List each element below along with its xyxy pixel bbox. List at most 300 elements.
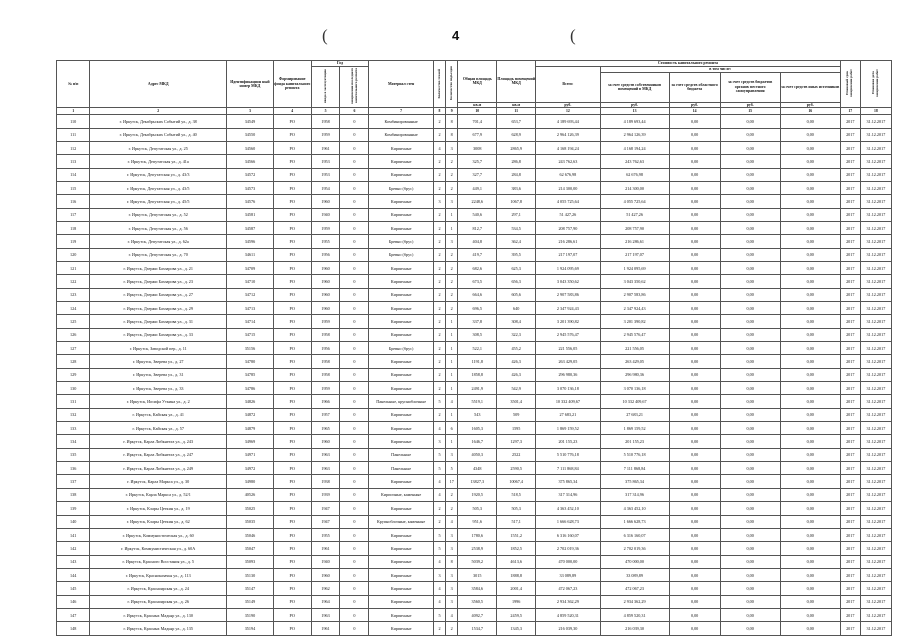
cell-premises-area: 3501,4 xyxy=(497,395,536,408)
cell-regional-cost: 0,00 xyxy=(669,582,720,595)
cell-total-cost: 3 070 136,18 xyxy=(536,382,600,395)
cell-owners-cost: 208 757,90 xyxy=(600,221,669,234)
cell-other-cost: 0,00 xyxy=(780,181,840,194)
cell-total-area: 308,5 xyxy=(458,328,497,341)
cell-owners-cost: 296 980,36 xyxy=(600,368,669,381)
cell-local-cost: 0,00 xyxy=(720,288,780,301)
cell-planned-date: 31.12.2017 xyxy=(860,288,891,301)
cell-entrances: 3 xyxy=(446,235,458,248)
cell-local-cost: 0,00 xyxy=(720,195,780,208)
cell-deadline-year: 2017 xyxy=(840,408,860,421)
cell-owners-cost: 4 189 693,44 xyxy=(600,115,669,128)
cell-total-area: 682,6 xyxy=(458,261,497,274)
cell-deadline-year: 2017 xyxy=(840,475,860,488)
cell-total-area: 673,5 xyxy=(458,275,497,288)
cell-planned-date: 31.12.2017 xyxy=(860,408,891,421)
cell-planned-date: 31.12.2017 xyxy=(860,568,891,581)
cell-total-area: 1920,5 xyxy=(458,488,497,501)
cell-owners-cost: 4 168 194,24 xyxy=(600,141,669,154)
cell-row-number: 136 xyxy=(57,462,90,475)
cell-deadline-year: 2017 xyxy=(840,595,860,608)
cell-year-built: 1953 xyxy=(311,155,340,168)
cell-local-cost: 0,00 xyxy=(720,542,780,555)
cell-local-cost: 0,00 xyxy=(720,155,780,168)
cell-total-cost: 1 869 159,52 xyxy=(536,422,600,435)
cell-owners-cost: 217 197,07 xyxy=(600,248,669,261)
cell-premises-area: 426,3 xyxy=(497,355,536,368)
col-owners-header: за счет средств собственников помещений в МКД xyxy=(600,72,669,102)
cell-year-built: 1963 xyxy=(311,448,340,461)
cell-total-area: 3015 xyxy=(458,568,497,581)
cell-planned-date: 31.12.2017 xyxy=(860,261,891,274)
table-row xyxy=(57,435,892,448)
cell-row-number: 144 xyxy=(57,568,90,581)
cell-address: г. Иркутск, Красного Восстания ул., д. 5 xyxy=(90,555,227,568)
cell-year-last-repair: 0 xyxy=(340,141,369,154)
cell-fund: РО xyxy=(273,595,311,608)
column-number: 12 xyxy=(536,108,600,115)
cell-year-last-repair: 0 xyxy=(340,622,369,635)
cell-entrances: 1 xyxy=(446,221,458,234)
cell-deadline-year: 2017 xyxy=(840,181,860,194)
cell-planned-date: 31.12.2017 xyxy=(860,502,891,515)
cell-regional-cost: 0,00 xyxy=(669,141,720,154)
column-number: 14 xyxy=(669,108,720,115)
cell-entrances: 1 xyxy=(446,435,458,448)
cell-owners-cost: 7 111 868,84 xyxy=(600,462,669,475)
cell-id: 34980 xyxy=(227,475,274,488)
cell-other-cost: 0,00 xyxy=(780,208,840,221)
cell-other-cost: 0,00 xyxy=(780,515,840,528)
cell-year-built: 1960 xyxy=(311,288,340,301)
cell-total-area: 1534,7 xyxy=(458,622,497,635)
cell-entrances: 17 xyxy=(446,475,458,488)
cell-owners-cost: 1 666 628,73 xyxy=(600,515,669,528)
cell-regional-cost: 0,00 xyxy=(669,395,720,408)
cell-address: г. Иркутск, Дзержи Бахзарова ул., д. 27 xyxy=(90,288,227,301)
cell-deadline-year: 2017 xyxy=(840,355,860,368)
cell-wall-material: Комбинированные xyxy=(369,115,433,128)
cell-id: 34879 xyxy=(227,422,274,435)
cell-id: 34713 xyxy=(227,302,274,315)
cell-planned-date: 31.12.2017 xyxy=(860,208,891,221)
cell-row-number: 116 xyxy=(57,195,90,208)
cell-total-area: 543 xyxy=(458,408,497,421)
cell-address: г. Иркутск, Иосифа Уткина ул., д. 2 xyxy=(90,395,227,408)
cell-year-built: 1956 xyxy=(311,342,340,355)
cell-wall-material: Кирпичные xyxy=(369,275,433,288)
cell-premises-area: 1067,8 xyxy=(497,195,536,208)
cell-planned-date: 31.12.2017 xyxy=(860,542,891,555)
cell-year-last-repair: 0 xyxy=(340,315,369,328)
cell-other-cost: 0,00 xyxy=(780,395,840,408)
cell-year-built: 1940 xyxy=(311,555,340,568)
cell-address: г. Иркутск, Карла Либкнехта ул., д. 247 xyxy=(90,448,227,461)
cell-deadline-year: 2017 xyxy=(840,342,860,355)
cell-local-cost: 0,00 xyxy=(720,342,780,355)
cell-wall-material: Кирпичные xyxy=(369,422,433,435)
cell-owners-cost: 201 155,23 xyxy=(600,435,669,448)
cell-deadline-year: 2017 xyxy=(840,382,860,395)
cell-wall-material: Кирпичные xyxy=(369,475,433,488)
floors-header-text: Количество этажей xyxy=(436,68,441,99)
cell-floors: 4 xyxy=(433,488,445,501)
cell-fund: РО xyxy=(273,248,311,261)
cell-row-number: 138 xyxy=(57,488,90,501)
cell-deadline-year: 2017 xyxy=(840,368,860,381)
cell-local-cost: 0,00 xyxy=(720,235,780,248)
cell-row-number: 123 xyxy=(57,288,90,301)
cell-year-built: 1964 xyxy=(311,595,340,608)
cell-wall-material: Кирпичные xyxy=(369,408,433,421)
cell-fund: РО xyxy=(273,342,311,355)
cell-premises-area: 1852,5 xyxy=(497,542,536,555)
cell-year-last-repair: 0 xyxy=(340,542,369,555)
cell-total-cost: 208 757,90 xyxy=(536,221,600,234)
cell-entrances: 2 xyxy=(446,502,458,515)
table-row xyxy=(57,208,892,221)
cell-address: г. Иркутск, Депутатская ул., д. 43/3 xyxy=(90,168,227,181)
cell-regional-cost: 0,00 xyxy=(669,168,720,181)
cell-fund: РО xyxy=(273,435,311,448)
col-regional-header: за счет средств областного бюджета xyxy=(669,72,720,102)
cell-owners-cost: 2 934 362,29 xyxy=(600,595,669,608)
cell-premises-area: 455,2 xyxy=(497,342,536,355)
column-number: 17 xyxy=(840,108,860,115)
cell-total-cost: 4 168 194,24 xyxy=(536,141,600,154)
cell-regional-cost: 0,00 xyxy=(669,515,720,528)
cell-id: 34714 xyxy=(227,315,274,328)
cell-fund: РО xyxy=(273,128,311,141)
cell-premises-area: 4613,6 xyxy=(497,555,536,568)
cell-other-cost: 0,00 xyxy=(780,475,840,488)
cell-planned-date: 31.12.2017 xyxy=(860,141,891,154)
cell-premises-area: 1551,2 xyxy=(497,528,536,541)
cell-row-number: 130 xyxy=(57,382,90,395)
cell-local-cost: 0,00 xyxy=(720,515,780,528)
cell-year-last-repair: 0 xyxy=(340,608,369,621)
cell-floors: 4 xyxy=(433,582,445,595)
cell-entrances: 3 xyxy=(446,582,458,595)
cell-year-built: 1959 xyxy=(311,128,340,141)
cell-year-last-repair: 0 xyxy=(340,555,369,568)
cell-total-cost: 4 055 725,64 xyxy=(536,195,600,208)
cell-year-built: 1963 xyxy=(311,462,340,475)
cell-local-cost: 0,00 xyxy=(720,382,780,395)
cell-premises-area: 505,3 xyxy=(497,502,536,515)
cell-id: 34611 xyxy=(227,248,274,261)
col-no-header: № п/п xyxy=(57,61,90,108)
cell-regional-cost: 0,00 xyxy=(669,315,720,328)
cell-premises-area: 2459,5 xyxy=(497,608,536,621)
cell-year-built: 1960 xyxy=(311,302,340,315)
cell-regional-cost: 0,00 xyxy=(669,181,720,194)
cell-other-cost: 0,00 xyxy=(780,155,840,168)
cell-total-cost: 216 286,61 xyxy=(536,235,600,248)
cell-row-number: 113 xyxy=(57,155,90,168)
cell-address: г. Иркутск, Коммунистическая ул., д. 60А xyxy=(90,542,227,555)
cell-planned-date: 31.12.2017 xyxy=(860,435,891,448)
cell-total-cost: 470 000,00 xyxy=(536,555,600,568)
cell-regional-cost: 0,00 xyxy=(669,261,720,274)
cell-owners-cost: 62 676,98 xyxy=(600,168,669,181)
cell-owners-cost: 221 556,05 xyxy=(600,342,669,355)
cell-planned-date: 31.12.2017 xyxy=(860,462,891,475)
cell-deadline-year: 2017 xyxy=(840,608,860,621)
col-floors-header xyxy=(433,61,445,108)
cell-wall-material: Кирпичные xyxy=(369,582,433,595)
cell-wall-material: Кирпичные xyxy=(369,382,433,395)
cell-year-last-repair: 0 xyxy=(340,181,369,194)
cell-premises-area: 297,1 xyxy=(497,208,536,221)
cell-row-number: 147 xyxy=(57,608,90,621)
cell-entrances: 4 xyxy=(446,515,458,528)
col-fund-header: Формирование фонда капитального ремонта xyxy=(273,61,311,108)
col-id-header: Идентификацион ный номер МКД xyxy=(227,61,274,108)
cell-year-last-repair: 0 xyxy=(340,568,369,581)
cell-local-cost: 0,00 xyxy=(720,208,780,221)
cell-address: г. Иркутск, Карла Маркса ул., д. 52/1 xyxy=(90,488,227,501)
cell-row-number: 110 xyxy=(57,115,90,128)
cell-entrances: 3 xyxy=(446,141,458,154)
cell-planned-date: 31.12.2017 xyxy=(860,248,891,261)
cell-id: 34826 xyxy=(227,395,274,408)
cell-year-last-repair: 0 xyxy=(340,368,369,381)
cell-deadline-year: 2017 xyxy=(840,582,860,595)
cell-entrances: 3 xyxy=(446,195,458,208)
cell-premises-area: 2001,4 xyxy=(497,582,536,595)
column-number: 15 xyxy=(720,108,780,115)
table-header xyxy=(57,61,892,108)
col-deadline-header xyxy=(840,61,860,108)
cell-id: 34549 xyxy=(227,115,274,128)
cell-entrances: 1 xyxy=(446,368,458,381)
column-number: 3 xyxy=(227,108,274,115)
cell-total-area: 1605,3 xyxy=(458,422,497,435)
cell-other-cost: 0,00 xyxy=(780,342,840,355)
cell-owners-cost: 216 039,30 xyxy=(600,622,669,635)
cell-entrances: 1 xyxy=(446,342,458,355)
cell-address: г. Иркутск, Депутатская ул., д. 56 xyxy=(90,221,227,234)
cell-fund: РО xyxy=(273,155,311,168)
cell-planned-date: 31.12.2017 xyxy=(860,515,891,528)
cell-other-cost: 0,00 xyxy=(780,608,840,621)
cell-owners-cost: 2 702 019,36 xyxy=(600,542,669,555)
cell-total-area: 1780,6 xyxy=(458,528,497,541)
cell-year-built: 1960 xyxy=(311,261,340,274)
year-group-header: Год xyxy=(311,61,369,67)
cell-row-number: 128 xyxy=(57,355,90,368)
cell-id: 35046 xyxy=(227,528,274,541)
cell-other-cost: 0,00 xyxy=(780,115,840,128)
cell-year-built: 1958 xyxy=(311,115,340,128)
cell-total-area: 951,6 xyxy=(458,515,497,528)
cell-other-cost: 0,00 xyxy=(780,422,840,435)
cell-owners-cost: 10 332 409,67 xyxy=(600,395,669,408)
table-row xyxy=(57,622,892,635)
cell-address: г. Иркутск, Дзержи Бахзарова ул., д. 23 xyxy=(90,275,227,288)
cell-local-cost: 0,00 xyxy=(720,395,780,408)
cell-total-area: 3584,6 xyxy=(458,582,497,595)
cell-total-area: 522,1 xyxy=(458,342,497,355)
cell-total-area: 540,6 xyxy=(458,208,497,221)
cell-year-last-repair: 0 xyxy=(340,208,369,221)
cell-other-cost: 0,00 xyxy=(780,221,840,234)
cell-row-number: 132 xyxy=(57,408,90,421)
cell-owners-cost: 263 429,05 xyxy=(600,355,669,368)
cell-other-cost: 0,00 xyxy=(780,275,840,288)
cell-id: 34786 xyxy=(227,382,274,395)
cell-floors: 3 xyxy=(433,435,445,448)
cell-floors: 4 xyxy=(433,555,445,568)
cell-other-cost: 0,00 xyxy=(780,408,840,421)
cell-regional-cost: 0,00 xyxy=(669,195,720,208)
cell-id: 35047 xyxy=(227,542,274,555)
cell-fund: РО xyxy=(273,555,311,568)
cell-address: г. Иркутск, Депутатская ул., д. 43/5 xyxy=(90,181,227,194)
cell-year-built: 1959 xyxy=(311,221,340,234)
cell-owners-cost: 3 201 390,82 xyxy=(600,315,669,328)
cell-year-built: 1960 xyxy=(311,435,340,448)
cell-entrances: 8 xyxy=(446,555,458,568)
table-row xyxy=(57,328,892,341)
cell-year-last-repair: 0 xyxy=(340,235,369,248)
cell-wall-material: Панельные, крупноблочные xyxy=(369,395,433,408)
cell-year-last-repair: 0 xyxy=(340,448,369,461)
cell-local-cost: 0,00 xyxy=(720,115,780,128)
cell-row-number: 145 xyxy=(57,582,90,595)
cell-wall-material: Бревно (брус) xyxy=(369,248,433,261)
cell-local-cost: 0,00 xyxy=(720,462,780,475)
cell-year-last-repair: 0 xyxy=(340,382,369,395)
cell-entrances: 2 xyxy=(446,261,458,274)
cell-year-last-repair: 0 xyxy=(340,408,369,421)
cell-premises-area: 534,5 xyxy=(497,221,536,234)
cell-total-cost: 4 859 520,31 xyxy=(536,608,600,621)
cell-floors: 5 xyxy=(433,542,445,555)
table-row xyxy=(57,342,892,355)
entrances-header-text: Количество подъездов xyxy=(448,66,453,101)
cell-total-cost: 2 934 362,29 xyxy=(536,595,600,608)
cell-planned-date: 31.12.2017 xyxy=(860,448,891,461)
cell-id: 34785 xyxy=(227,368,274,381)
cell-address: г. Иркутск, Карла Либкнехта ул., д. 243 xyxy=(90,435,227,448)
cell-total-cost: 3 201 390,82 xyxy=(536,315,600,328)
cell-fund: РО xyxy=(273,368,311,381)
cell-floors: 2 xyxy=(433,221,445,234)
cell-local-cost: 0,00 xyxy=(720,435,780,448)
cell-fund: РО xyxy=(273,582,311,595)
cell-year-built: 1961 xyxy=(311,542,340,555)
cell-year-built: 1960 xyxy=(311,195,340,208)
cell-id: 34566 xyxy=(227,155,274,168)
cell-row-number: 114 xyxy=(57,168,90,181)
open-bracket: ( xyxy=(322,26,328,45)
cell-planned-date: 31.12.2017 xyxy=(860,528,891,541)
cell-local-cost: 0,00 xyxy=(720,141,780,154)
cell-year-last-repair: 0 xyxy=(340,288,369,301)
cell-id: 35130 xyxy=(227,568,274,581)
cell-id: 35149 xyxy=(227,595,274,608)
cell-fund: РО xyxy=(273,462,311,475)
cell-planned-date: 31.12.2017 xyxy=(860,382,891,395)
cell-deadline-year: 2017 xyxy=(840,568,860,581)
cell-total-area: 337,8 xyxy=(458,315,497,328)
cell-total-area: 3560,5 xyxy=(458,595,497,608)
cell-year-last-repair: 0 xyxy=(340,275,369,288)
table-row xyxy=(57,221,892,234)
table-row xyxy=(57,235,892,248)
cell-floors: 2 xyxy=(433,355,445,368)
cell-other-cost: 0,00 xyxy=(780,528,840,541)
cell-entrances: 3 xyxy=(446,568,458,581)
cell-wall-material: Кирпичные xyxy=(369,622,433,635)
table-row xyxy=(57,261,892,274)
cell-address: г. Иркутск, Зверева ул., д. 33 xyxy=(90,382,227,395)
cell-owners-cost: 4 363 452,10 xyxy=(600,502,669,515)
table-row xyxy=(57,288,892,301)
cell-planned-date: 31.12.2017 xyxy=(860,221,891,234)
cell-floors: 2 xyxy=(433,368,445,381)
cell-premises-area: 517,1 xyxy=(497,515,536,528)
cell-total-area: 449,1 xyxy=(458,181,497,194)
cell-planned-date: 31.12.2017 xyxy=(860,608,891,621)
cell-total-cost: 4 363 452,10 xyxy=(536,502,600,515)
cell-total-cost: 1 924 095,69 xyxy=(536,261,600,274)
cell-row-number: 148 xyxy=(57,622,90,635)
cell-planned-date: 31.12.2017 xyxy=(860,368,891,381)
cell-id: 34560 xyxy=(227,141,274,154)
cell-planned-date: 31.12.2017 xyxy=(860,355,891,368)
cell-total-cost: 201 155,23 xyxy=(536,435,600,448)
column-number: 1 xyxy=(57,108,90,115)
cell-id: 34581 xyxy=(227,208,274,221)
cell-premises-area: 383,6 xyxy=(497,181,536,194)
cell-total-cost: 2 907 583,86 xyxy=(536,288,600,301)
cell-planned-date: 31.12.2017 xyxy=(860,275,891,288)
table-row xyxy=(57,155,892,168)
cell-total-cost: 375 865,34 xyxy=(536,475,600,488)
cell-fund: РО xyxy=(273,302,311,315)
column-number: 4 xyxy=(273,108,311,115)
cell-id: 35190 xyxy=(227,608,274,621)
cell-local-cost: 0,00 xyxy=(720,555,780,568)
cell-floors: 2 xyxy=(433,181,445,194)
cell-total-cost: 2 945 576,47 xyxy=(536,328,600,341)
col-year-last-header xyxy=(340,67,369,108)
cell-other-cost: 0,00 xyxy=(780,248,840,261)
cell-year-last-repair: 0 xyxy=(340,435,369,448)
cell-entrances: 1 xyxy=(446,315,458,328)
cell-total-area: 2491,9 xyxy=(458,382,497,395)
cell-total-area: 327,7 xyxy=(458,168,497,181)
cell-id: 35025 xyxy=(227,502,274,515)
cell-total-cost: 263 429,05 xyxy=(536,355,600,368)
cell-floors: 2 xyxy=(433,168,445,181)
col-entrances-header xyxy=(446,61,458,108)
column-number: 8 xyxy=(433,108,445,115)
cell-premises-area: 395,5 xyxy=(497,248,536,261)
cell-address: г. Иркутск, Красноказачья ул., д. 113 xyxy=(90,568,227,581)
cell-fund: РО xyxy=(273,475,311,488)
cell-entrances: 6 xyxy=(446,422,458,435)
cell-entrances: 2 xyxy=(446,288,458,301)
cell-local-cost: 0,00 xyxy=(720,608,780,621)
cell-total-cost: 27 683,21 xyxy=(536,408,600,421)
cell-planned-date: 31.12.2017 xyxy=(860,328,891,341)
cell-other-cost: 0,00 xyxy=(780,435,840,448)
col-planned-date-header xyxy=(860,61,891,108)
